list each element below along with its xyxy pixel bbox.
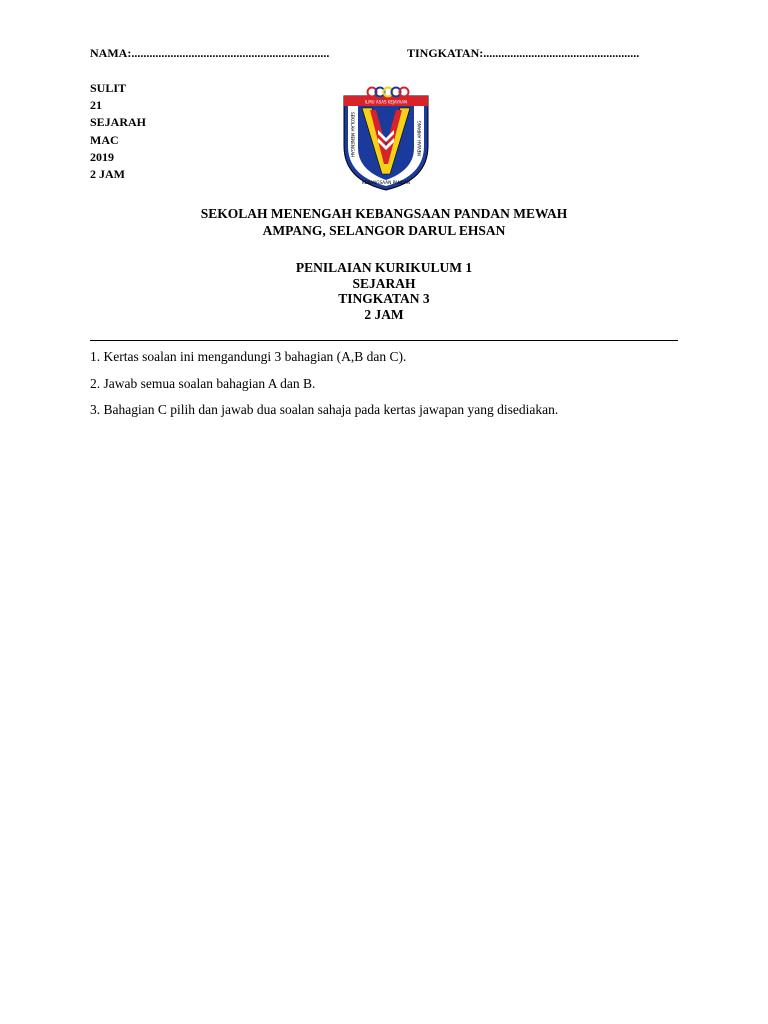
name-field-line: NAMA:..................................................................	[90, 46, 330, 60]
crest-rings-icon	[368, 88, 409, 97]
school-crest-icon	[340, 84, 432, 192]
exam-title-block	[0, 260, 768, 322]
crest-left-text: SEKOLAH MENENGAH	[350, 112, 355, 158]
crest-motto: ILMU ASAS KEJAYAAN	[364, 99, 408, 105]
class-field-line: TINGKATAN:....................................................	[407, 46, 640, 60]
crest-bottom-text: KEBANGSAAN PANDAN	[362, 180, 410, 185]
instruction-item: 2. Jawab semua soalan bahagian A dan B.	[90, 375, 316, 391]
instruction-item: 3. Bahagian C pilih dan jawab dua soalan sahaja pada kertas jawapan yang disediakan.	[90, 402, 559, 417]
school-location: AMPANG, SELANGOR DARUL EHSAN	[262, 223, 506, 238]
exam-title: PENILAIAN KURIKULUM 1	[295, 260, 473, 275]
meta-duration: 2 JAM	[90, 167, 125, 182]
meta-year: 2019	[90, 149, 114, 164]
instruction-item: 1. Kertas soalan ini mengandungi 3 bahagian (A,B dan C).	[90, 349, 407, 364]
paper-meta	[90, 80, 146, 183]
exam-form: TINGKATAN 3	[338, 291, 430, 306]
school-name: SEKOLAH MENENGAH KEBANGSAAN PANDAN MEWAH	[200, 206, 568, 221]
exam-subject: SEJARAH	[352, 275, 416, 291]
meta-month: MAC	[90, 132, 119, 147]
meta-code: 21	[90, 98, 102, 113]
divider-line	[90, 340, 678, 341]
meta-sulit: SULIT	[90, 81, 127, 95]
instructions-list	[90, 344, 558, 424]
meta-subject: SEJARAH	[90, 115, 147, 130]
school-name-block	[0, 205, 768, 239]
exam-duration: 2 JAM	[364, 306, 404, 322]
crest-right-text: MEWAH AMPANG	[417, 120, 422, 156]
